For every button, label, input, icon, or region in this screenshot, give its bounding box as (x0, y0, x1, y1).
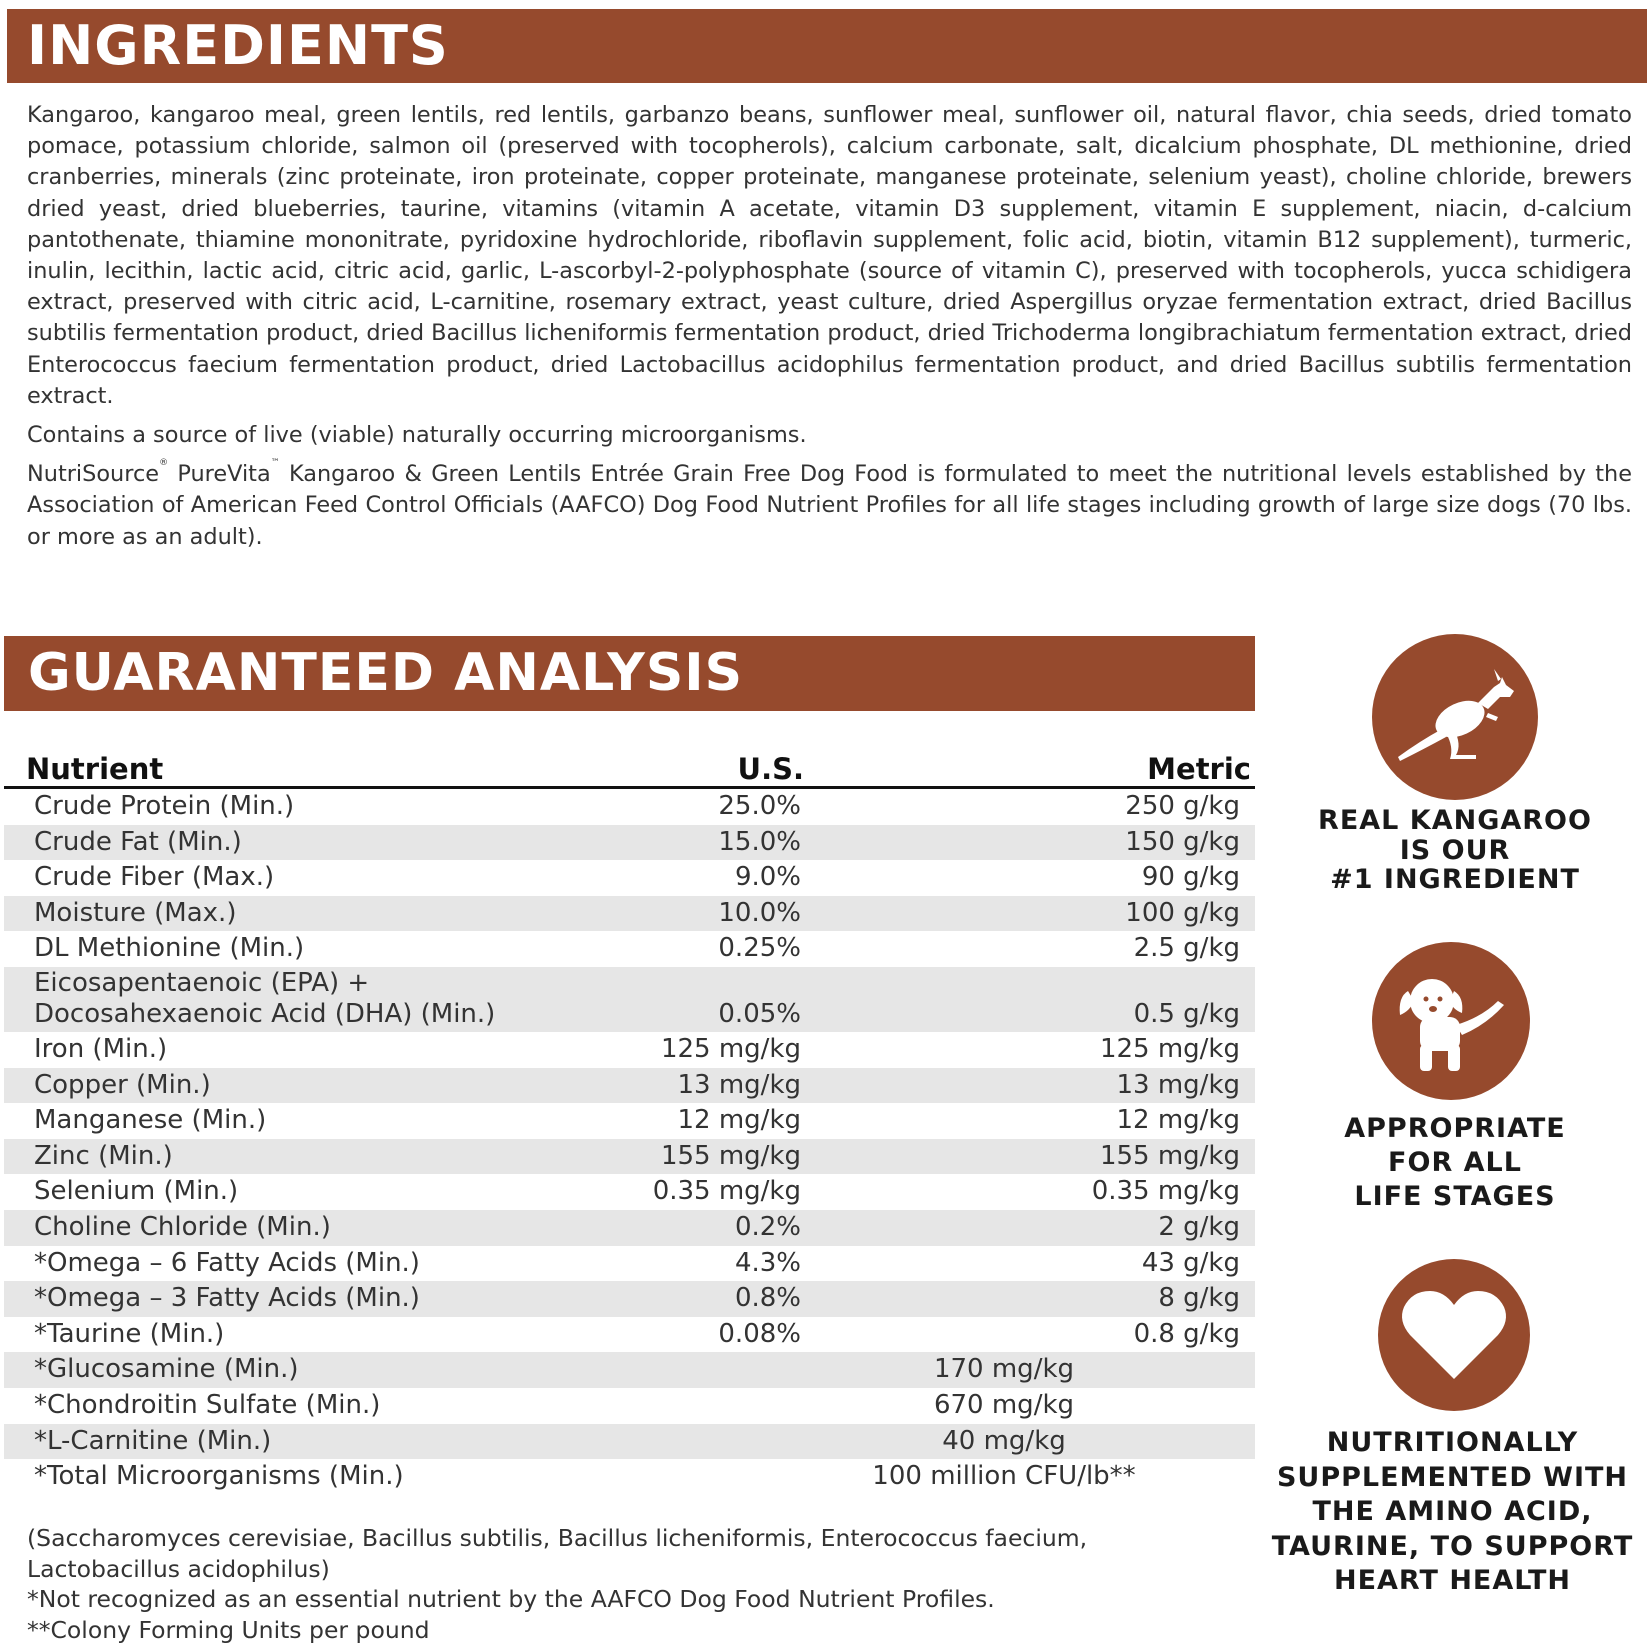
table-row (4, 1424, 1255, 1460)
table-row (4, 1139, 1255, 1175)
product-line: PureVita (177, 461, 271, 488)
combined-value: 170 mg/kg (933, 1354, 1075, 1385)
us-value: 10.0% (718, 897, 801, 928)
us-value: 0.08% (718, 1318, 801, 1349)
nutrient-name-line: Docosahexaenoic Acid (DHA) (Min.) (34, 998, 496, 1029)
us-value: 0.8% (734, 1283, 801, 1314)
badge-line: TAURINE, TO SUPPORT (1271, 1530, 1634, 1562)
aafco-statement (27, 459, 1632, 553)
nutrient-name: Zinc (Min.) (34, 1140, 173, 1171)
kangaroo-badge-text (1290, 806, 1620, 895)
us-value: 4.3% (734, 1247, 801, 1278)
badge-line: #1 INGREDIENT (1330, 864, 1580, 895)
kangaroo-badge (1372, 634, 1538, 800)
puppy-badge-text (1290, 1112, 1620, 1214)
us-value: 13 mg/kg (677, 1069, 801, 1100)
metric-value: 8 g/kg (1158, 1283, 1240, 1314)
badge-line: APPROPRIATE (1344, 1113, 1566, 1144)
heart-badge (1378, 1259, 1530, 1411)
us-value: 15.0% (718, 826, 801, 857)
metric-value: 2.5 g/kg (1133, 933, 1240, 964)
us-value: 12 mg/kg (677, 1105, 801, 1136)
ingredients-list: Kangaroo, kangaroo meal, green lentils, red lentils, garbanzo beans, sunflower meal, sunflower oil, natural flavor, chia seeds, dried tomato pomace, potassium chloride, salmon oil (preserved with tocopherols), calcium carbonate, salt, dicalcium phosphate, DL methionine, dried cranberries, minerals (zinc proteinate, iron proteinate, copper proteinate, manganese proteinate, selenium yeast), choline chloride, brewers dried yeast, dried blueberries, taurine, vitamins (vitamin A acetate, vitamin D3 supplement, vitamin E supplement, niacin, d-calcium pantothenate, thiamine mononitrate, pyridoxine hydrochloride, riboflavin supplement, folic acid, biotin, vitamin B12 supplement), turmeric, inulin, lecithin, lactic acid, citric acid, garlic, L-ascorbyl-2-polyphosphate (source of vitamin C), preserved with tocopherols, yucca schidigera extract, preserved with citric acid, L-carnitine, rosemary extract, yeast culture, dried Aspergillus oryzae fermentation extract, dried Bacillus subtilis fermentation product, dried Bacillus licheniformis fermentation product, dried Trichoderma longibrachiatum fermentation extract, dried Enterococcus faecium fermentation product, dried Lactobacillus acidophilus fermentation product, and dried Bacillus subtilis fermentation extract. (27, 102, 1632, 409)
table-row (4, 967, 1255, 1032)
table-row (4, 1032, 1255, 1068)
table-row (4, 931, 1255, 967)
badge-line: NUTRITIONALLY (1326, 1427, 1579, 1458)
badge-line: LIFE STAGES (1354, 1181, 1556, 1212)
badge-line: IS OUR (1399, 834, 1511, 866)
analysis-footnotes (27, 1523, 1247, 1645)
badge-line: HEART HEALTH (1333, 1565, 1572, 1596)
table-row (4, 1068, 1255, 1104)
nutrient-name: *Omega – 6 Fatty Acids (Min.) (34, 1247, 420, 1278)
badge-line: THE AMINO ACID, (1312, 1496, 1593, 1527)
nutrient-name: Crude Fat (Min.) (34, 826, 242, 857)
us-value: 0.2% (734, 1211, 801, 1242)
metric-value: 90 g/kg (1141, 862, 1240, 893)
badge-line: FOR ALL (1388, 1147, 1522, 1178)
table-row (4, 896, 1255, 932)
footnote: *Not recognized as an essential nutrient by the AAFCO Dog Food Nutrient Profiles. (27, 1585, 995, 1613)
metric-value: 0.5 g/kg (1133, 998, 1240, 1029)
trademark: ™ (270, 458, 280, 469)
table-row (4, 1174, 1255, 1210)
nutrient-name: DL Methionine (Min.) (34, 933, 305, 964)
kangaroo-icon (1390, 657, 1520, 777)
us-value: 0.25% (718, 933, 801, 964)
table-row (4, 1388, 1255, 1424)
table-header (4, 750, 1255, 789)
us-value: 9.0% (734, 862, 801, 893)
us-value: 155 mg/kg (660, 1140, 801, 1171)
nutrient-name-line: Eicosapentaenoic (EPA) + (34, 967, 370, 998)
nutrient-name: Copper (Min.) (34, 1069, 211, 1100)
table-row (4, 1103, 1255, 1139)
metric-value: 150 g/kg (1125, 826, 1240, 857)
nutrient-name: Selenium (Min.) (34, 1176, 239, 1207)
nutrient-name: Moisture (Max.) (34, 897, 237, 928)
nutrient-name: Iron (Min.) (34, 1033, 168, 1064)
nutrient-name: Choline Chloride (Min.) (34, 1211, 331, 1242)
table-row (4, 860, 1255, 896)
table-row (4, 1281, 1255, 1317)
nutrient-name: Crude Fiber (Max.) (34, 862, 275, 893)
nutrient-name: *Glucosamine (Min.) (34, 1354, 299, 1385)
table-row (4, 1246, 1255, 1282)
heart-badge-text (1270, 1426, 1635, 1599)
us-value: 0.35 mg/kg (652, 1176, 801, 1207)
puppy-icon (1386, 961, 1516, 1081)
puppy-badge (1372, 942, 1530, 1100)
badge-line: SUPPLEMENTED WITH (1276, 1461, 1629, 1493)
table-body (4, 789, 1255, 1495)
combined-value: 40 mg/kg (942, 1425, 1066, 1456)
combined-value: 670 mg/kg (933, 1389, 1075, 1420)
nutrient-name: *Omega – 3 Fatty Acids (Min.) (34, 1283, 420, 1314)
table-row (4, 1210, 1255, 1246)
microorganisms-note: Contains a source of live (viable) naturally occurring microorganisms. (27, 422, 807, 449)
table-row (4, 789, 1255, 825)
badge-line: REAL KANGAROO (1318, 805, 1592, 836)
nutrient-name: Crude Protein (Min.) (34, 791, 295, 821)
table-row (4, 1352, 1255, 1388)
nutrient-name: *L-Carnitine (Min.) (34, 1425, 272, 1456)
column-nutrient: Nutrient (26, 752, 164, 786)
column-metric: Metric (1147, 752, 1251, 786)
nutrient-name: *Taurine (Min.) (34, 1318, 225, 1349)
metric-value: 13 mg/kg (1116, 1069, 1240, 1100)
metric-value: 0.8 g/kg (1133, 1318, 1240, 1349)
registered-mark: ® (159, 458, 169, 469)
analysis-heading: GUARANTEED ANALYSIS (4, 636, 1255, 711)
nutrient-name: *Chondroitin Sulfate (Min.) (34, 1389, 381, 1420)
footnote: **Colony Forming Units per pound (27, 1615, 430, 1644)
statement-text: Kangaroo & Green Lentils Entrée Grain Free Dog Food is formulated to meet the nutritional levels established by the Association of American Feed Control Officials (AAFCO) Dog Food Nutrient Profiles for all life stages including growth of large size dogs (70 lbs. or more as an adult). (27, 461, 1633, 550)
nutrient-name (34, 968, 495, 1030)
metric-value: 12 mg/kg (1116, 1105, 1240, 1136)
nutrient-name: Manganese (Min.) (34, 1105, 267, 1136)
us-value: 0.05% (718, 998, 801, 1029)
ingredients-heading: INGREDIENTS (7, 9, 1647, 83)
us-value: 25.0% (718, 791, 801, 821)
brand-name: NutriSource (27, 461, 160, 488)
metric-value: 250 g/kg (1125, 791, 1240, 821)
column-us: U.S. (737, 752, 804, 786)
metric-value: 0.35 mg/kg (1091, 1176, 1240, 1207)
heart-icon (1398, 1285, 1510, 1385)
table-row (4, 1317, 1255, 1353)
metric-value: 100 g/kg (1125, 897, 1240, 928)
metric-value: 2 g/kg (1158, 1211, 1240, 1242)
analysis-table (4, 750, 1255, 1495)
metric-value: 155 mg/kg (1099, 1140, 1240, 1171)
us-value: 125 mg/kg (660, 1033, 801, 1064)
metric-value: 125 mg/kg (1099, 1033, 1240, 1064)
nutrient-name: *Total Microorganisms (Min.) (34, 1461, 404, 1492)
table-row (4, 825, 1255, 861)
ingredients-body (27, 100, 1632, 561)
footnote: Lactobacillus acidophilus) (27, 1554, 330, 1583)
table-row (4, 1459, 1255, 1495)
footnote: (Saccharomyces cerevisiae, Bacillus subtilis, Bacillus licheniformis, Enterococcus faecium, (27, 1524, 1088, 1552)
combined-value: 100 million CFU/lb** (872, 1461, 1136, 1492)
metric-value: 43 g/kg (1141, 1247, 1240, 1278)
